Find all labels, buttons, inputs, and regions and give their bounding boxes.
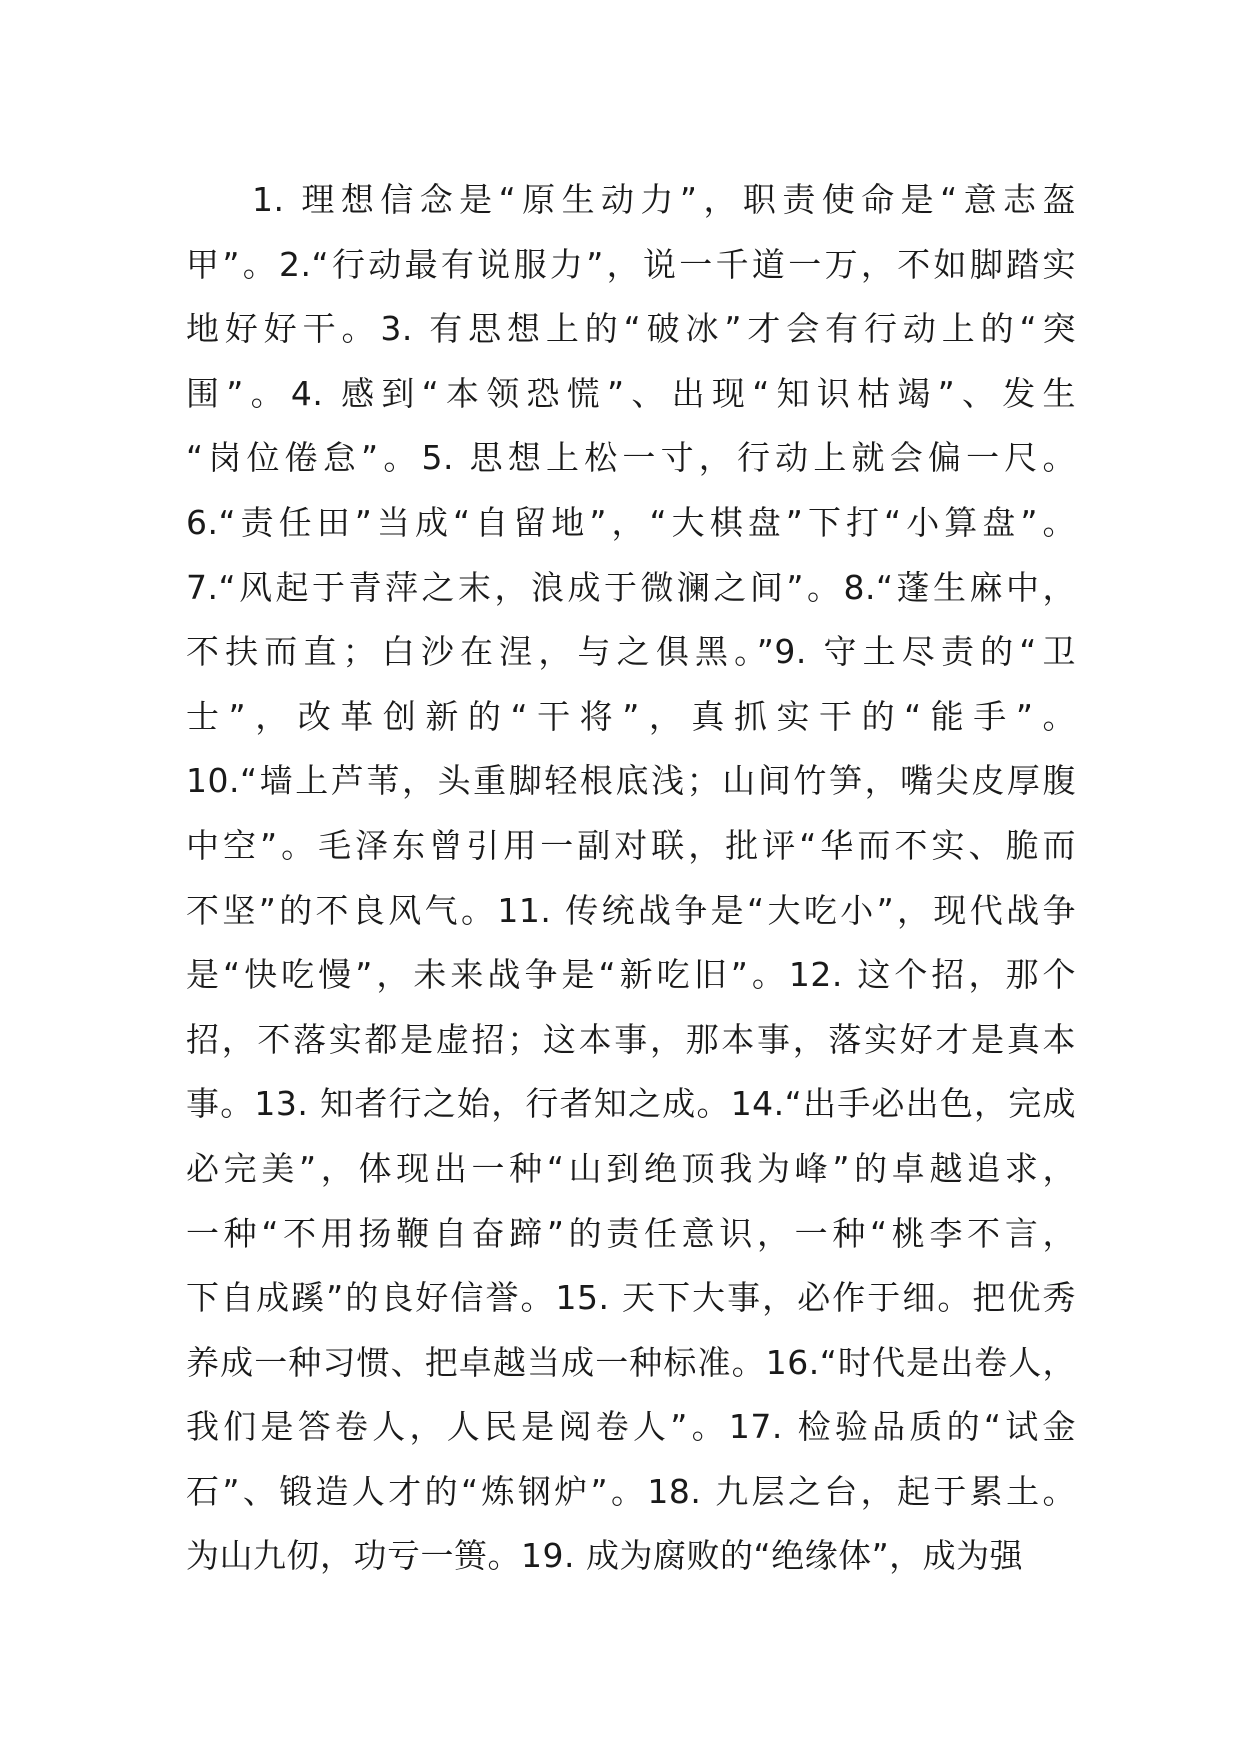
text-line: 围”。4. 感到“本领恐慌”、出现“知识枯竭”、发生 bbox=[186, 373, 1076, 413]
text-line: 地好好干。3. 有思想上的“破冰”才会有行动上的“突 bbox=[186, 309, 1076, 349]
text-line: 招，不落实都是虚招；这本事，那本事，落实好才是真本 bbox=[186, 1019, 1076, 1059]
text-line: 一种“不用扬鞭自奋蹄”的责任意识，一种“桃李不言， bbox=[186, 1213, 1076, 1253]
text-line: 7.“风起于青萍之末，浪成于微澜之间”。8.“蓬生麻中， bbox=[186, 567, 1076, 607]
text-line: 中空”。毛泽东曾引用一副对联，批评“华而不实、脆而 bbox=[186, 825, 1076, 865]
text-line: 下自成蹊”的良好信誉。15. 天下大事，必作于细。把优秀 bbox=[186, 1278, 1076, 1318]
text-line: 不扶而直；白沙在涅，与之俱黑。”9. 守土尽责的“卫 bbox=[186, 632, 1076, 672]
text-line: 10.“墙上芦苇，头重脚轻根底浅；山间竹笋，嘴尖皮厚腹 bbox=[186, 761, 1076, 801]
text-line: 养成一种习惯、把卓越当成一种标准。16.“时代是出卷人， bbox=[186, 1342, 1076, 1382]
text-line: 我们是答卷人，人民是阅卷人”。17. 检验品质的“试金 bbox=[186, 1407, 1076, 1447]
text-line: 石”、锻造人才的“炼钢炉”。18. 九层之台，起于累土。 bbox=[186, 1471, 1076, 1511]
text-line: 是“快吃慢”，未来战争是“新吃旧”。12. 这个招，那个 bbox=[186, 955, 1076, 995]
text-line: 事。13. 知者行之始，行者知之成。14.“出手必出色，完成 bbox=[186, 1084, 1076, 1124]
text-line: 不坚”的不良风气。11. 传统战争是“大吃小”，现代战争 bbox=[186, 890, 1076, 930]
text-line: 甲”。2.“行动最有说服力”，说一千道一万，不如脚踏实 bbox=[186, 244, 1076, 284]
text-line: 士”，改革创新的“干将”，真抓实干的“能手”。 bbox=[186, 696, 1076, 736]
text-line: 为山九仞，功亏一篑。19. 成为腐败的“绝缘体”，成为强 bbox=[186, 1536, 1024, 1576]
text-line: 6.“责任田”当成“自留地”，“大棋盘”下打“小算盘”。 bbox=[186, 502, 1076, 542]
body-text bbox=[186, 168, 1076, 1589]
text-line: 1. 理想信念是“原生动力”，职责使命是“意志盔 bbox=[252, 180, 1076, 219]
text-line: 必完美”，体现出一种“山到绝顶我为峰”的卓越追求， bbox=[186, 1148, 1076, 1188]
text-line: “岗位倦怠”。5. 思想上松一寸，行动上就会偏一尺。 bbox=[186, 438, 1076, 478]
